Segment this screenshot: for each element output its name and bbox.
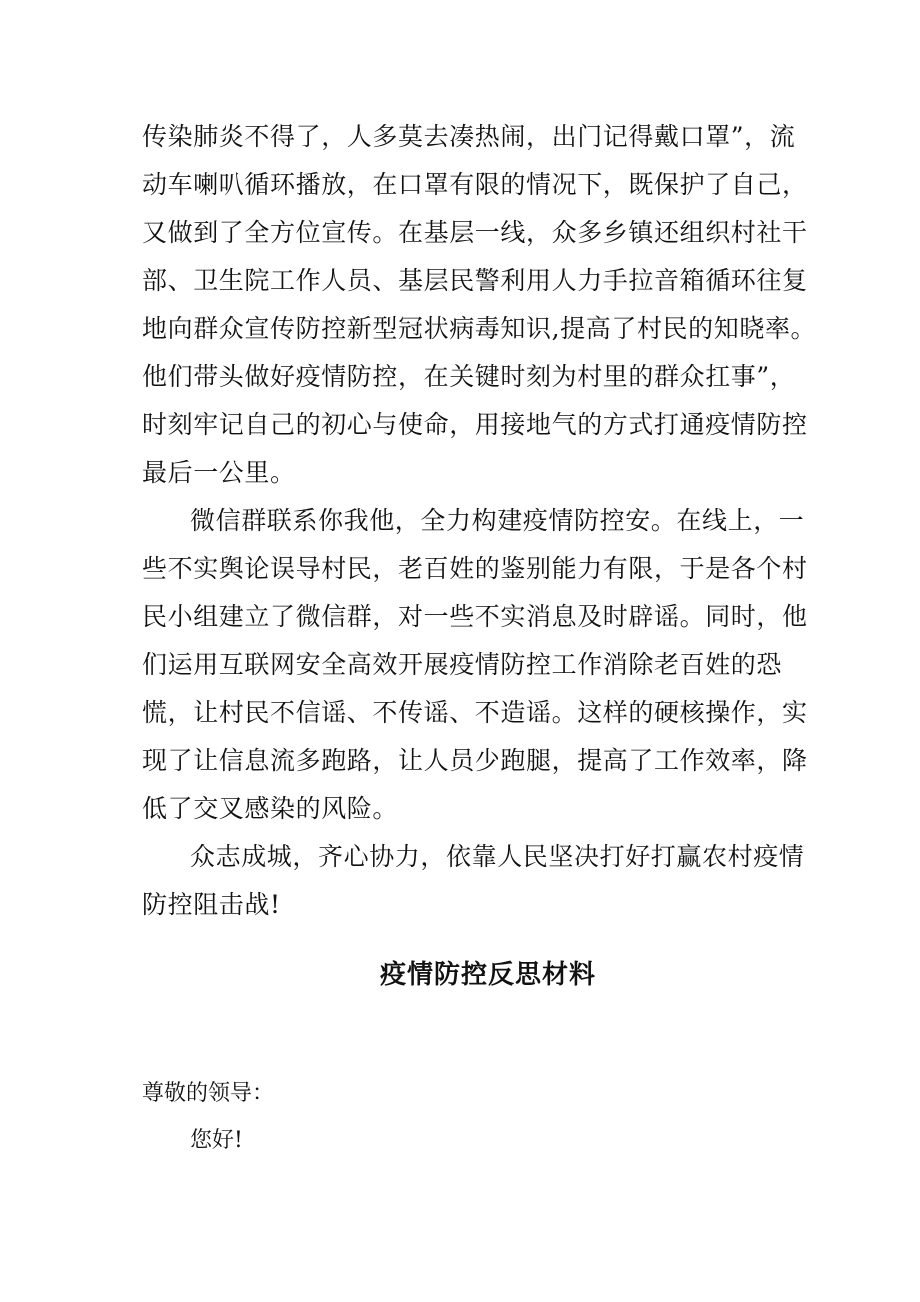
paragraph-1-line-5: 地向群众宣传防控新型冠状病毒知识,提高了村民的知晓率。 [142, 314, 817, 343]
document-title: 疫情防控反思材料 [379, 960, 596, 990]
paragraph-1-line-6: 他们带头做好疫情防控，在关键时刻为村里的群众扛事”， [142, 362, 796, 391]
paragraph-2-line-7: 低了交叉感染的风险。 [142, 794, 399, 823]
paragraph-2-line-5: 慌，让村民不信谣、不传谣、不造谣。这样的硬核操作，实 [142, 698, 808, 727]
paragraph-3-line-1: 众志成城，齐心协力，依靠人民坚决打好打赢农村疫情 [190, 842, 805, 871]
paragraph-1-line-7: 时刻牢记自己的初心与使命，用接地气的方式打通疫情防控 [142, 410, 808, 439]
paragraph-1-line-1: 传染肺炎不得了，人多莫去凑热闹，出门记得戴口罩”，流 [142, 122, 796, 151]
greeting: 您好! [190, 1128, 243, 1153]
paragraph-1-line-4: 部、卫生院工作人员、基层民警利用人力手拉音箱循环往复 [142, 266, 808, 295]
paragraph-1-line-3: 又做到了全方位宣传。在基层一线，众多乡镇还组织村社干 [142, 218, 808, 247]
paragraph-2-line-2: 些不实舆论误导村民，老百姓的鉴别能力有限，于是各个村 [142, 554, 808, 583]
paragraph-2-line-1: 微信群联系你我他，全力构建疫情防控安。在线上，一 [190, 506, 805, 535]
salutation: 尊敬的领导： [142, 1081, 275, 1106]
paragraph-2-line-6: 现了让信息流多跑路，让人员少跑腿，提高了工作效率，降 [142, 746, 808, 775]
paragraph-3-line-2: 防控阻击战! [142, 890, 281, 919]
paragraph-1-line-8: 最后一公里。 [142, 458, 296, 487]
paragraph-2-line-4: 们运用互联网安全高效开展疫情防控工作消除老百姓的恐 [142, 650, 783, 679]
paragraph-1-line-2: 动车喇叭循环播放，在口罩有限的情况下，既保护了自己， [142, 170, 808, 199]
paragraph-2-line-3: 民小组建立了微信群，对一些不实消息及时辟谣。同时，他 [142, 602, 808, 631]
